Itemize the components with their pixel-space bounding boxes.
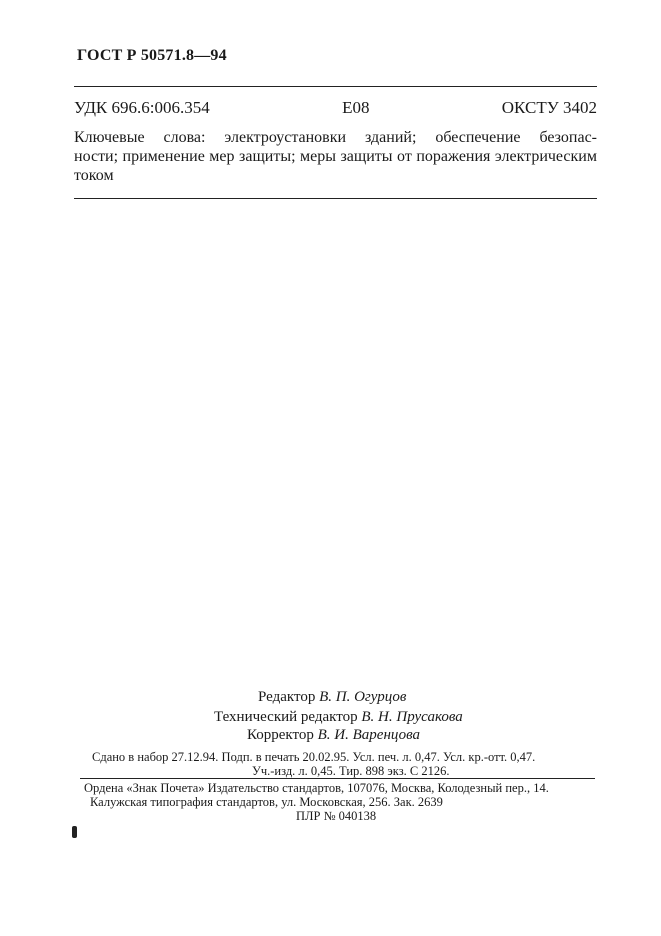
ink-mark bbox=[72, 826, 77, 838]
publisher-line: ПЛР № 040138 bbox=[296, 809, 377, 823]
editor-name: В. П. Огурцов bbox=[319, 689, 407, 705]
proofreader-credit bbox=[247, 726, 420, 744]
publisher-line: Калужская типография стандартов, ул. Московская, 256. Зак. 2639 bbox=[90, 795, 443, 809]
okstu-code: ОКСТУ 3402 bbox=[501, 98, 597, 117]
publisher-rule bbox=[80, 778, 595, 779]
imprint-block bbox=[92, 750, 535, 778]
proofreader-role: Корректор bbox=[247, 727, 314, 743]
keywords-line: ности; применение мер защиты; меры защиты от поражения электрическим bbox=[74, 148, 597, 165]
keywords-line: током bbox=[74, 167, 114, 184]
tech-editor-role: Технический редактор bbox=[214, 709, 358, 725]
imprint-line: Сдано в набор 27.12.94. Подп. в печать 20.02.95. Усл. печ. л. 0,47. Усл. кр.-отт. 0,47. bbox=[92, 750, 536, 764]
keywords-block bbox=[74, 128, 597, 185]
publisher-block bbox=[84, 781, 549, 823]
group-code: Е08 bbox=[342, 98, 370, 117]
classification-row bbox=[74, 98, 597, 118]
keywords-rule bbox=[74, 198, 597, 199]
editor-role: Редактор bbox=[258, 689, 316, 705]
editor-credit bbox=[258, 688, 406, 706]
imprint-line: Уч.-изд. л. 0,45. Тир. 898 экз. С 2126. bbox=[252, 764, 450, 778]
publisher-line: Ордена «Знак Почета» Издательство стандартов, 107076, Москва, Колодезный пер., 14. bbox=[84, 781, 549, 795]
proofreader-name: В. И. Варенцова bbox=[317, 727, 420, 743]
udk-code: УДК 696.6:006.354 bbox=[74, 98, 210, 117]
tech-editor-name: В. Н. Прусакова bbox=[361, 709, 463, 725]
standard-code: ГОСТ Р 50571.8—94 bbox=[77, 47, 227, 64]
keywords-line: Ключевые слова: электроустановки зданий; обеспечение безопас- bbox=[74, 129, 597, 146]
tech-editor-credit bbox=[214, 708, 463, 726]
top-rule bbox=[74, 86, 597, 87]
